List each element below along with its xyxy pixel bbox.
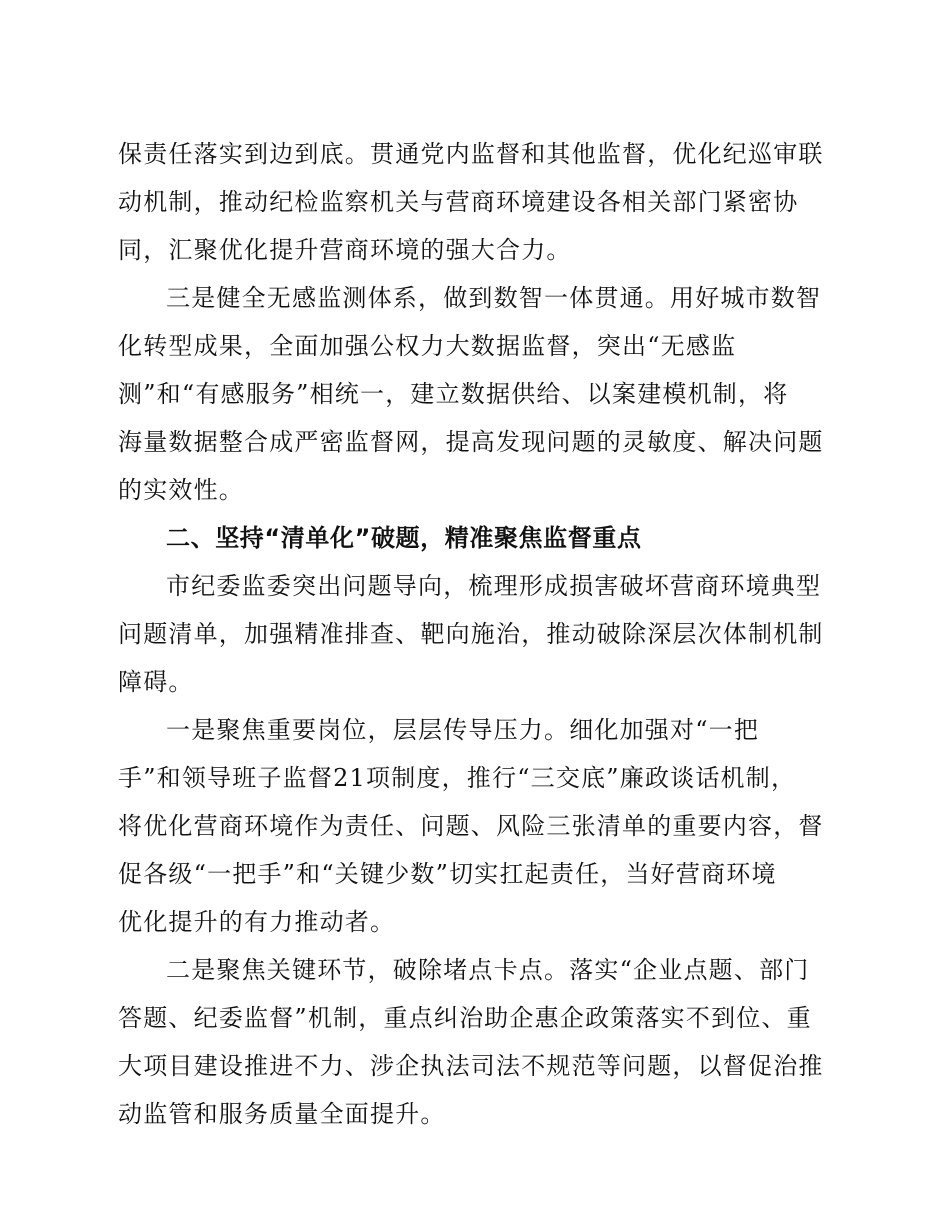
- text-line: 测”和“有感服务”相统一，建立数据供给、以案建模机制，将: [118, 380, 789, 408]
- text-line: 保责任落实到边到底。贯通党内监督和其他监督，优化纪巡审联: [118, 140, 824, 168]
- paragraph-first-line: 一是聚焦重要岗位，层层传导压力。细化加强对“一把: [166, 716, 760, 744]
- text-line: 的实效性。: [118, 476, 244, 504]
- text-line: 手”和领导班子监督21项制度，推行“三交底”廉政谈话机制，: [118, 764, 797, 792]
- text-line: 海量数据整合成严密监督网，提高发现问题的灵敏度、解决问题: [118, 428, 824, 456]
- section-heading: 二、坚持“清单化”破题，精准聚焦监督重点: [166, 524, 642, 552]
- text-line: 同，汇聚优化提升营商环境的强大合力。: [118, 236, 572, 264]
- text-line: 动机制，推动纪检监察机关与营商环境建设各相关部门紧密协: [118, 188, 799, 216]
- paragraph-first-line: 三是健全无感监测体系，做到数智一体贯通。用好城市数智: [166, 284, 822, 312]
- text-line: 优化提升的有力推动者。: [118, 908, 396, 936]
- text-line: 答题、纪委监督”机制，重点纠治助企惠企政策落实不到位、重: [118, 1004, 812, 1032]
- text-line: 动监管和服务质量全面提升。: [118, 1100, 446, 1128]
- paragraph-first-line: 二是聚焦关键环节，破除堵点卡点。落实“企业点题、部门: [166, 956, 810, 984]
- text-line: 障碍。: [118, 668, 194, 696]
- text-line: 将优化营商环境作为责任、问题、风险三张清单的重要内容，督: [118, 812, 824, 840]
- paragraph-first-line: 市纪委监委突出问题导向，梳理形成损害破坏营商环境典型: [166, 572, 822, 600]
- text-line: 大项目建设推进不力、涉企执法司法不规范等问题，以督促治推: [118, 1052, 824, 1080]
- text-line: 化转型成果，全面加强公权力大数据监督，突出“无感监: [118, 332, 737, 360]
- text-line: 问题清单，加强精准排查、靶向施治，推动破除深层次体制机制: [118, 620, 824, 648]
- text-line: 促各级“一把手”和“关键少数”切实扛起责任，当好营商环境: [118, 860, 777, 888]
